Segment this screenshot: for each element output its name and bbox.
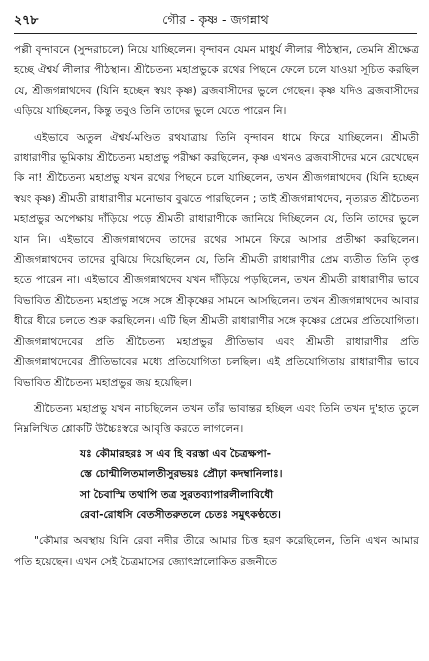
header-rule bbox=[14, 33, 417, 34]
body-text bbox=[14, 40, 419, 572]
verse-line: সা চৈবাস্মি তথাপি তত্র সুরতব্যাপারলীলাবিধৌ bbox=[80, 488, 274, 501]
sanskrit-verse bbox=[80, 444, 419, 526]
page-number: ২৭৮ bbox=[14, 12, 39, 27]
verse-line: স্তে চোন্মীলিতমালতীসুরভয়ঃ প্রৌঢ়া কদম্বানিলাঃ। bbox=[80, 468, 283, 481]
paragraph-1: পল্লী বৃন্দাবনে (সুন্দরাচলে) নিয়ে যাচ্ছিলেন। বৃন্দাবন যেমন মাধুর্য লীলার পীঠস্থান, তেমনি শ্রীক্ষেত্র হচ্ছে ঐশ্বর্য লীলার পীঠস্থান। শ্রীচৈতন্য মহাপ্রভুকে রথের পিছনে ফেলে চলে যাওয়া সূচিত করছিল যে, শ্রীজগন্নাথদেব (যিনি হচ্ছেন স্বয়ং কৃষ্ণ) ব্রজবাসীদের ভুলে গেছেন। কৃষ্ণ যদিও ব্রজবাসীদের এড়িয়ে যাচ্ছিলেন, কিন্তু তবুও তিনি তাদের ভুলে যেতে পারেন নি। bbox=[14, 44, 419, 118]
verse-line: রেবা-রোধসি বেতসীতরুতলে চেতঃ সমুৎকণ্ঠতে। bbox=[80, 508, 281, 521]
paragraph-3: শ্রীচৈতন্য মহাপ্রভু যখন নাচছিলেন তখন তাঁর ভাবান্তর হচ্ছিল এবং তিনি তখন দু'হাত তুলে নিম্নলিখিত শ্লোকটি উচ্চৈঃস্বরে আবৃত্তি করতে লাগলেন। bbox=[14, 402, 419, 436]
page-header bbox=[14, 12, 417, 32]
running-title: গৌর - কৃষ্ণ - জগন্নাথ bbox=[162, 12, 269, 27]
verse-line: যঃ কৌমারহরঃ স এব হি বরস্তা এব চৈত্রক্ষপা- bbox=[80, 447, 272, 460]
paragraph-4: "কৌমার অবস্থায় যিনি রেবা নদীর তীরে আমার চিত্ত হরণ করেছিলেন, তিনি এখন আমার পতি হয়েছেন। এখন সেই চৈত্রমাসের জ্যোৎস্নালোকিত রজনীতে bbox=[14, 535, 419, 568]
paragraph-2: এইভাবে অতুল ঐশ্বর্য-মণ্ডিত রথযাত্রায় তিনি বৃন্দাবন ধামে ফিরে যাচ্ছিলেন। শ্রীমতী রাধারাণীর ভূমিকায় শ্রীচৈতন্য মহাপ্রভু পরীক্ষা করছিলেন, কৃষ্ণ এখনও ব্রজবাসীদের মনে রেখেছেন কি না! শ্রীচৈতন্য মহাপ্রভু যখন রথের পিছনে চলে যাচ্ছিলেন, তখন শ্রীজগন্নাথদেব (যিনি হচ্ছেন স্বয়ং কৃষ্ণ) শ্রীমতী রাধারাণীর মনোভাব বুঝতে পারছিলেন ; তাই শ্রীজগন্নাথদেব, নৃত্যরত শ্রীচৈতন্য মহাপ্রভুর অপেক্ষায় দাঁড়িয়ে পড়ে শ্রীমতী রাধারাণীকে জানিয়ে দিচ্ছিলেন যে, তিনি তাদের ভুলে যান নি। এইভাবে শ্রীজগন্নাথদেব তাদের রথের সামনে ফিরে আসার প্রতীক্ষা করছিলেন। শ্রীজগন্নাথদেব তাদের বুঝিয়ে দিয়েছিলেন যে, তিনি শ্রীমতী রাধারাণীর প্রেম ব্যতীত তিনি তৃপ্ত হতে পারেন না। এইভাবে শ্রীজগন্নাথদেব যখন দাঁড়িয়ে পড়ছিলেন, তখন শ্রীমতী রাধারাণীর ভাবে বিভাবিত শ্রীচৈতন্য মহাপ্রভু সঙ্গে সঙ্গে শ্রীকৃষ্ণের সামনে আসছিলেন। তখন শ্রীজগন্নাথদেব আবার ধীরে ধীরে চলতে শুরু করছিলেন। এটি ছিল শ্রীমতী রাধারাণীর সঙ্গে কৃষ্ণের প্রেমের প্রতিযোগিতা। শ্রীজগন্নাথদেবের প্রতি শ্রীচৈতন্য মহাপ্রভুর প্রীতিভাব এবং শ্রীমতী রাধারাণীর প্রতি শ্রীজগন্নাথদেবের প্রীতিভাবের মধ্যে প্রতিযোগিতা চলছিল। এই প্রতিযোগিতায় রাধারাণীর ভাবে বিভাবিত শ্রীচৈতন্য মহাপ্রভুর জয় হয়েছিল। bbox=[14, 131, 420, 389]
